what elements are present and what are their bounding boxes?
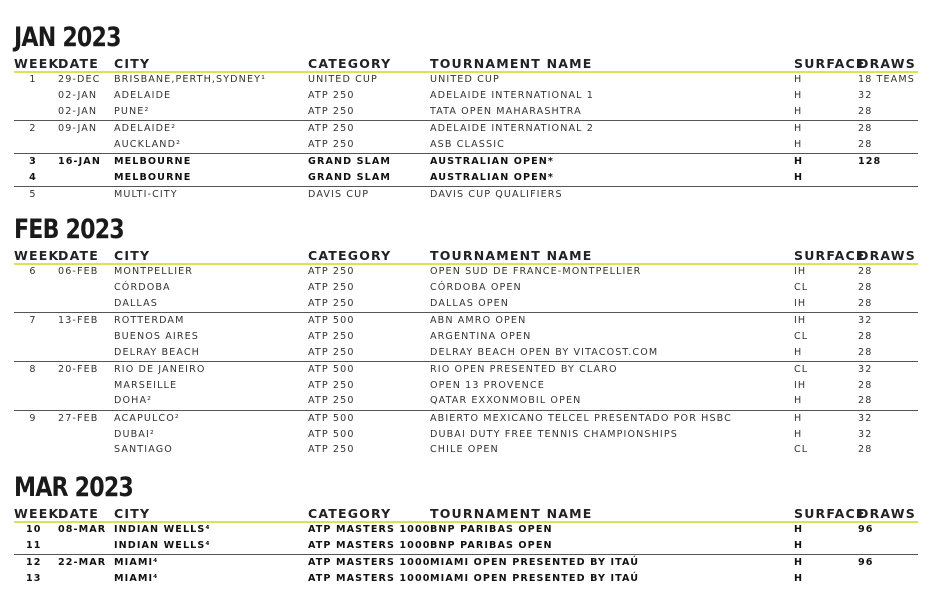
city-cell: ADELAIDE xyxy=(114,89,172,101)
draws-cell: 28 xyxy=(858,297,873,309)
city-cell: MELBOURNE xyxy=(114,171,192,183)
table-row xyxy=(14,296,918,311)
surface-header: SURFACE xyxy=(794,506,866,521)
draws-cell: 28 xyxy=(858,444,873,456)
table-row xyxy=(14,264,918,279)
category-cell: ATP 250 xyxy=(308,444,355,456)
city-cell: BUENOS AIRES xyxy=(114,330,199,342)
draws-cell: 28 xyxy=(858,105,873,117)
category-cell: ATP 250 xyxy=(308,122,355,134)
city-cell: MARSEILLE xyxy=(114,379,178,391)
table-row xyxy=(14,88,918,103)
city-cell: PUNE² xyxy=(114,105,150,117)
category-cell: ATP 250 xyxy=(308,138,355,150)
category-cell: ATP 250 xyxy=(308,379,355,391)
date-cell: 13-FEB xyxy=(58,314,99,326)
month-title: MAR 2023 xyxy=(14,472,133,503)
draws-cell: 28 xyxy=(858,346,873,358)
tournament-name-cell: DALLAS OPEN xyxy=(430,297,510,309)
tournament-name-cell: DAVIS CUP QUALIFIERS xyxy=(430,189,563,201)
city-cell: DOHA² xyxy=(114,395,153,407)
city-cell: DALLAS xyxy=(114,297,158,309)
surface-cell: H xyxy=(794,412,803,424)
city-cell: MELBOURNE xyxy=(114,156,192,167)
tournament-name-cell: ABIERTO MEXICANO TELCEL PRESENTADO POR HSBC xyxy=(430,412,732,424)
tournament-name-cell: BNP PARIBAS OPEN xyxy=(430,524,553,535)
tournament-name-header: TOURNAMENT NAME xyxy=(430,248,593,263)
week-cell: 13 xyxy=(26,572,42,584)
date-cell: 02-JAN xyxy=(58,89,98,101)
tournament-name-cell: OPEN 13 PROVENCE xyxy=(430,379,545,391)
surface-cell: H xyxy=(794,428,803,440)
week-cell: 1 xyxy=(29,74,37,85)
table-row xyxy=(14,538,918,553)
surface-cell: H xyxy=(794,346,803,358)
category-cell: ATP 250 xyxy=(308,297,355,309)
draws-cell: 128 xyxy=(858,156,882,167)
tournament-name-header: TOURNAMENT NAME xyxy=(430,506,593,521)
tournament-name-cell: DELRAY BEACH OPEN BY VITACOST.COM xyxy=(430,346,659,358)
table-row xyxy=(14,571,918,586)
tournament-name-cell: ARGENTINA OPEN xyxy=(430,330,532,342)
city-cell: MIAMI⁴ xyxy=(114,572,159,584)
city-cell: ADELAIDE² xyxy=(114,122,177,134)
city-cell: MULTI-CITY xyxy=(114,189,178,201)
draws-cell: 32 xyxy=(858,89,873,101)
draws-cell: 96 xyxy=(858,524,874,535)
category-cell: ATP 250 xyxy=(308,395,355,407)
category-cell: ATP MASTERS 1000 xyxy=(308,572,431,584)
table-header xyxy=(14,506,918,520)
date-cell: 27-FEB xyxy=(58,412,99,424)
table-row xyxy=(14,442,918,457)
table-row xyxy=(14,522,918,537)
week-cell: 12 xyxy=(26,557,42,569)
surface-cell: H xyxy=(794,557,804,569)
surface-cell: H xyxy=(794,122,803,134)
category-header: CATEGORY xyxy=(308,56,392,71)
date-header: DATE xyxy=(58,248,99,263)
tournament-name-cell: DUBAI DUTY FREE TENNIS CHAMPIONSHIPS xyxy=(430,428,678,440)
surface-cell: IH xyxy=(794,379,807,391)
city-cell: DUBAI² xyxy=(114,428,155,440)
category-cell: ATP MASTERS 1000 xyxy=(308,539,431,551)
surface-header: SURFACE xyxy=(794,56,866,71)
table-row xyxy=(14,362,918,377)
category-cell: ATP 250 xyxy=(308,330,355,342)
city-cell: RIO DE JANEIRO xyxy=(114,363,206,375)
draws-header: DRAWS xyxy=(858,248,916,263)
table-row xyxy=(14,345,918,360)
week-header: WEEK xyxy=(14,506,60,521)
tournament-name-cell: CHILE OPEN xyxy=(430,444,499,456)
date-header: DATE xyxy=(58,506,99,521)
date-cell: 06-FEB xyxy=(58,266,99,277)
table-row xyxy=(14,121,918,136)
surface-cell: CL xyxy=(794,281,809,293)
draws-cell: 28 xyxy=(858,281,873,293)
draws-cell: 32 xyxy=(858,428,873,440)
draws-cell: 32 xyxy=(858,412,873,424)
draws-cell: 28 xyxy=(858,138,873,150)
tournament-name-cell: ADELAIDE INTERNATIONAL 1 xyxy=(430,89,594,101)
city-cell: ACAPULCO² xyxy=(114,412,180,424)
week-cell: 3 xyxy=(29,156,37,167)
date-cell: 02-JAN xyxy=(58,105,98,117)
surface-cell: H xyxy=(794,395,803,407)
city-cell: INDIAN WELLS⁴ xyxy=(114,524,211,535)
surface-cell: H xyxy=(794,74,803,85)
category-cell: UNITED CUP xyxy=(308,74,378,85)
tournament-name-cell: MIAMI OPEN PRESENTED BY ITAÚ xyxy=(430,572,640,584)
table-row xyxy=(14,72,918,87)
surface-cell: IH xyxy=(794,266,807,277)
date-cell: 22-MAR xyxy=(58,557,107,569)
surface-cell: H xyxy=(794,105,803,117)
draws-cell: 18 TEAMS xyxy=(858,74,915,85)
surface-cell: CL xyxy=(794,444,809,456)
category-cell: ATP 500 xyxy=(308,428,355,440)
city-cell: ROTTERDAM xyxy=(114,314,185,326)
table-row xyxy=(14,313,918,328)
table-row xyxy=(14,170,918,185)
table-row xyxy=(14,280,918,295)
draws-cell: 28 xyxy=(858,266,873,277)
city-header: CITY xyxy=(114,506,151,521)
category-cell: DAVIS CUP xyxy=(308,189,370,201)
week-cell: 2 xyxy=(29,122,37,134)
surface-cell: IH xyxy=(794,314,807,326)
table-row xyxy=(14,427,918,442)
category-cell: ATP 250 xyxy=(308,346,355,358)
category-cell: GRAND SLAM xyxy=(308,171,392,183)
city-cell: MIAMI⁴ xyxy=(114,557,159,569)
week-header: WEEK xyxy=(14,248,60,263)
date-cell: 29-DEC xyxy=(58,74,101,85)
tournament-name-header: TOURNAMENT NAME xyxy=(430,56,593,71)
tournament-name-cell: RIO OPEN PRESENTED BY CLARO xyxy=(430,363,618,375)
city-cell: DELRAY BEACH xyxy=(114,346,200,358)
surface-cell: H xyxy=(794,89,803,101)
city-cell: SANTIAGO xyxy=(114,444,173,456)
week-cell: 4 xyxy=(29,171,37,183)
surface-header: SURFACE xyxy=(794,248,866,263)
week-cell: 11 xyxy=(26,539,42,551)
surface-cell: CL xyxy=(794,363,809,375)
category-cell: GRAND SLAM xyxy=(308,156,392,167)
table-row xyxy=(14,329,918,344)
week-cell: 8 xyxy=(29,363,37,375)
table-header xyxy=(14,56,918,70)
surface-cell: H xyxy=(794,156,804,167)
surface-cell: IH xyxy=(794,297,807,309)
tournament-name-cell: ADELAIDE INTERNATIONAL 2 xyxy=(430,122,594,134)
draws-header: DRAWS xyxy=(858,56,916,71)
date-cell: 08-MAR xyxy=(58,524,107,535)
category-cell: ATP MASTERS 1000 xyxy=(308,557,431,569)
category-cell: ATP MASTERS 1000 xyxy=(308,524,431,535)
city-cell: CÓRDOBA xyxy=(114,281,171,293)
city-cell: BRISBANE,PERTH,SYDNEY¹ xyxy=(114,74,267,85)
category-cell: ATP 500 xyxy=(308,412,355,424)
table-row xyxy=(14,187,918,202)
draws-cell: 32 xyxy=(858,314,873,326)
tournament-name-cell: BNP PARIBAS OPEN xyxy=(430,539,553,551)
surface-cell: H xyxy=(794,171,804,183)
category-cell: ATP 250 xyxy=(308,105,355,117)
draws-cell: 28 xyxy=(858,379,873,391)
date-cell: 20-FEB xyxy=(58,363,99,375)
city-cell: AUCKLAND² xyxy=(114,138,182,150)
tournament-name-cell: AUSTRALIAN OPEN* xyxy=(430,156,555,167)
tournament-name-cell: UNITED CUP xyxy=(430,74,500,85)
city-header: CITY xyxy=(114,56,151,71)
draws-header: DRAWS xyxy=(858,506,916,521)
city-cell: MONTPELLIER xyxy=(114,266,194,277)
surface-cell: H xyxy=(794,539,804,551)
table-row xyxy=(14,393,918,408)
week-header: WEEK xyxy=(14,56,60,71)
tournament-name-cell: ABN AMRO OPEN xyxy=(430,314,527,326)
draws-cell: 28 xyxy=(858,395,873,407)
week-cell: 6 xyxy=(29,266,37,277)
tournament-name-cell: AUSTRALIAN OPEN* xyxy=(430,171,555,183)
table-row xyxy=(14,411,918,426)
draws-cell: 32 xyxy=(858,363,873,375)
city-header: CITY xyxy=(114,248,151,263)
category-cell: ATP 250 xyxy=(308,89,355,101)
category-header: CATEGORY xyxy=(308,248,392,263)
category-cell: ATP 500 xyxy=(308,314,355,326)
week-cell: 10 xyxy=(26,524,42,535)
month-title: FEB 2023 xyxy=(14,214,124,245)
category-cell: ATP 500 xyxy=(308,363,355,375)
draws-cell: 28 xyxy=(858,122,873,134)
date-header: DATE xyxy=(58,56,99,71)
category-cell: ATP 250 xyxy=(308,266,355,277)
tournament-name-cell: OPEN SUD DE FRANCE-MONTPELLIER xyxy=(430,266,642,277)
table-header xyxy=(14,248,918,262)
tournament-name-cell: MIAMI OPEN PRESENTED BY ITAÚ xyxy=(430,557,640,569)
table-row xyxy=(14,154,918,169)
surface-cell: H xyxy=(794,572,804,584)
tournament-name-cell: TATA OPEN MAHARASHTRA xyxy=(430,105,582,117)
city-cell: INDIAN WELLS⁴ xyxy=(114,539,211,551)
draws-cell: 96 xyxy=(858,557,874,569)
draws-cell: 28 xyxy=(858,330,873,342)
category-cell: ATP 250 xyxy=(308,281,355,293)
category-header: CATEGORY xyxy=(308,506,392,521)
date-cell: 16-JAN xyxy=(58,156,101,167)
date-cell: 09-JAN xyxy=(58,122,98,134)
week-cell: 9 xyxy=(29,412,37,424)
month-title: JAN 2023 xyxy=(14,22,121,53)
table-row xyxy=(14,378,918,393)
tournament-name-cell: ASB CLASSIC xyxy=(430,138,505,150)
table-row xyxy=(14,555,918,570)
table-row xyxy=(14,137,918,152)
surface-cell: H xyxy=(794,524,804,535)
surface-cell: H xyxy=(794,138,803,150)
surface-cell: CL xyxy=(794,330,809,342)
tournament-name-cell: CÓRDOBA OPEN xyxy=(430,281,522,293)
table-row xyxy=(14,104,918,119)
week-cell: 5 xyxy=(29,189,37,201)
tournament-name-cell: QATAR EXXONMOBIL OPEN xyxy=(430,395,582,407)
week-cell: 7 xyxy=(29,314,37,326)
